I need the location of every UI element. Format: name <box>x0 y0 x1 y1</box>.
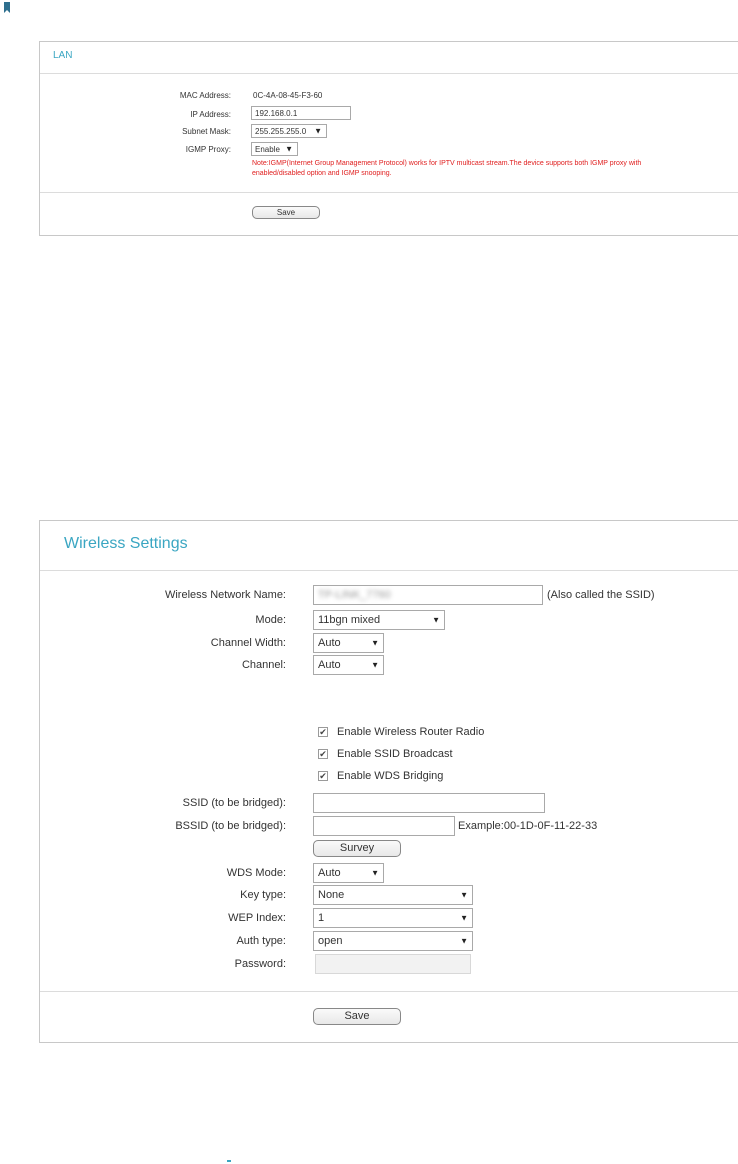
wep-index-select[interactable] <box>313 908 473 928</box>
chevron-down-icon: ▼ <box>460 913 468 923</box>
subnet-mask-label: Subnet Mask: <box>182 127 231 136</box>
channel-width-value: Auto <box>318 637 341 649</box>
survey-button[interactable]: Survey <box>313 840 401 857</box>
igmp-proxy-label: IGMP Proxy: <box>185 145 231 154</box>
ip-address-input[interactable]: 192.168.0.1 <box>251 106 351 120</box>
lan-panel-title: LAN <box>53 50 73 61</box>
subnet-mask-select[interactable] <box>251 124 327 138</box>
channel-select[interactable] <box>313 655 384 675</box>
mode-label: Mode: <box>255 614 286 626</box>
key-type-label: Key type: <box>240 889 286 901</box>
chevron-down-icon: ▼ <box>285 144 293 154</box>
key-type-select[interactable] <box>313 885 473 905</box>
wds-mode-value: Auto <box>318 867 341 879</box>
wireless-network-name-input[interactable] <box>313 585 543 605</box>
lan-save-button[interactable]: Save <box>252 206 320 219</box>
mode-value: 11bgn mixed <box>318 614 381 626</box>
wds-mode-label: WDS Mode: <box>226 867 286 879</box>
wireless-settings-title: Wireless Settings <box>64 535 188 552</box>
key-type-value: None <box>318 889 345 901</box>
chevron-down-icon: ▼ <box>371 638 379 648</box>
auth-type-label: Auth type: <box>236 935 286 947</box>
mac-address-label: MAC Address: <box>179 91 231 100</box>
ssid-hint: (Also called the SSID) <box>547 589 655 601</box>
divider <box>40 73 738 74</box>
wds-ssid-label: SSID (to be bridged): <box>182 797 286 809</box>
chevron-down-icon: ▼ <box>314 126 322 136</box>
channel-label: Channel: <box>241 659 286 671</box>
enable-ssid-broadcast-checkbox[interactable] <box>318 749 328 759</box>
channel-width-select[interactable] <box>313 633 384 653</box>
password-label: Password: <box>234 958 286 970</box>
wireless-network-name-label: Wireless Network Name: <box>164 589 286 601</box>
enable-wds-bridging-checkbox[interactable] <box>318 771 328 781</box>
bssid-example: Example:00-1D-0F-11-22-33 <box>458 820 598 832</box>
chevron-down-icon: ▼ <box>460 890 468 900</box>
mode-select[interactable] <box>313 610 445 630</box>
igmp-proxy-select[interactable] <box>251 142 298 156</box>
mac-address-value: 0C-4A-08-45-F3-60 <box>253 91 323 100</box>
wds-bssid-label: BSSID (to be bridged): <box>175 820 286 832</box>
channel-width-label: Channel Width: <box>210 637 286 649</box>
enable-ssid-broadcast-label: Enable SSID Broadcast <box>337 748 453 760</box>
divider <box>40 192 738 193</box>
check-icon: ✔ <box>319 749 327 759</box>
divider <box>40 570 738 571</box>
chevron-down-icon: ▼ <box>432 615 440 625</box>
chevron-down-icon: ▼ <box>371 868 379 878</box>
igmp-note-line-1: Note:IGMP(Internet Group Management Protocol) works for IPTV multicast stream.The device supports both IGMP proxy with <box>252 160 642 167</box>
wds-mode-select[interactable] <box>313 863 384 883</box>
wep-index-value: 1 <box>318 912 325 924</box>
igmp-note-line-2: enabled/disabled option and IGMP snooping. <box>252 170 392 177</box>
enable-wireless-radio-checkbox[interactable] <box>318 727 328 737</box>
check-icon: ✔ <box>319 727 327 737</box>
enable-wireless-radio-label: Enable Wireless Router Radio <box>337 726 485 738</box>
wds-ssid-input[interactable] <box>313 793 545 813</box>
wireless-save-button[interactable]: Save <box>313 1008 401 1025</box>
divider <box>40 991 738 992</box>
ip-address-label: IP Address: <box>190 110 231 119</box>
auth-type-select[interactable] <box>313 931 473 951</box>
igmp-proxy-value: Enable <box>255 145 280 154</box>
enable-wds-bridging-label: Enable WDS Bridging <box>337 770 444 782</box>
wireless-network-name-value: TP-LINK_7760 <box>318 589 391 601</box>
subnet-mask-value: 255.255.255.0 <box>255 127 307 136</box>
wireless-settings-panel <box>39 520 738 1043</box>
auth-type-value: open <box>318 935 343 947</box>
chevron-down-icon: ▼ <box>460 936 468 946</box>
wds-bssid-input[interactable] <box>313 816 455 836</box>
bookmark-icon <box>4 2 10 13</box>
lan-panel <box>39 41 738 236</box>
wep-index-label: WEP Index: <box>228 912 286 924</box>
password-input[interactable] <box>315 954 471 974</box>
chevron-down-icon: ▼ <box>371 660 379 670</box>
page-marker <box>227 1160 231 1162</box>
channel-value: Auto <box>318 659 341 671</box>
check-icon: ✔ <box>319 771 327 781</box>
